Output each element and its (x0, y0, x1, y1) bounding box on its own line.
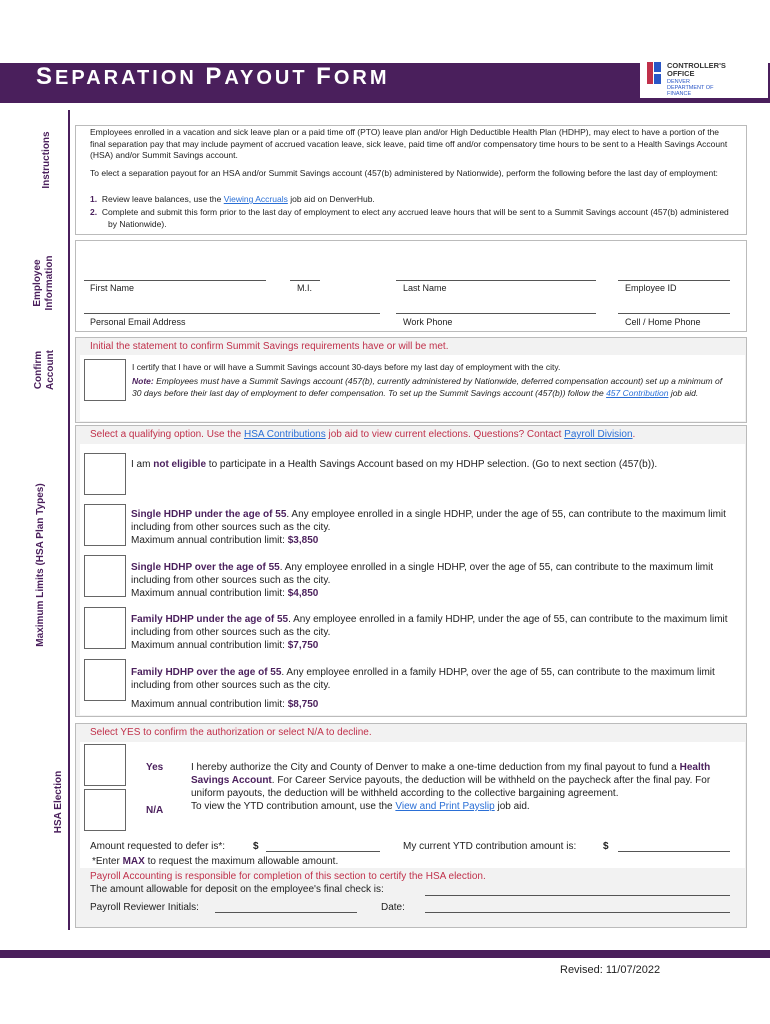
family-over-55-limit: Maximum annual contribution limit: $8,750 (131, 699, 319, 710)
authorization-text: I hereby authorize the City and County of Denver to make a one-time deduction from my final payout to fund a Health Savings Account. For Career Service payouts, the deduction will be withheld on the paycheck after the final pay. For uniform payouts, the deduction will be withheld according to the collective bargaining agreement. To view the YTD contribution amount, use the View and Print Payslip job aid. (191, 762, 711, 812)
election-instruction: Select YES to confirm the authorization or select N/A to decline. (90, 727, 372, 738)
enter-max-note: *Enter MAX to request the maximum allowable amount. (92, 856, 339, 867)
family-over-55-text: Family HDHP over the age of 55. Any employee enrolled in a family HDHP, over the age of 55, can contribute to the maximum limit including from other sources such as the city. (131, 667, 715, 691)
not-eligible-checkbox[interactable] (84, 453, 126, 495)
revised-date: Revised: 11/07/2022 (560, 964, 661, 976)
ytd-dollar-sign: $ (603, 841, 609, 852)
hsa-contributions-link[interactable]: HSA Contributions (243, 429, 326, 440)
section-label-confirm-account: Confirm Account (33, 350, 56, 390)
payroll-note: Payroll Accounting is responsible for completion of this section to certify the HSA election. (90, 871, 486, 882)
cell-phone-label: Cell / Home Phone (625, 317, 701, 327)
single-over-55-text: Single HDHP over the age of 55. Any employee enrolled in a single HDHP, over the age of 55, can contribute to the maximum limit including from other sources such as the city. Maximum annual contribution limit: $4,850 (131, 562, 714, 599)
na-label: N/A (146, 805, 164, 816)
mi-label: M.I. (297, 283, 312, 293)
payroll-division-link[interactable]: Payroll Division (564, 429, 633, 440)
form-title: SEPARATION PAYOUT FORM (36, 63, 390, 90)
section-label-employee-info: Employee Information (32, 255, 55, 311)
section-label-hsa-election: HSA Election (53, 770, 64, 834)
confirm-note: Note: Employees must have a Summit Savings account (457(b), currently administered by Nationwide, deferred compensation account) set up a minimum of 30 days before their last day of employment to defer compensation. To set up the Summit Savings account (457(b)) follow the 457 Contribution job aid. (132, 376, 723, 398)
amount-requested-label: Amount requested to defer is*: (90, 841, 226, 852)
mi-line[interactable] (290, 280, 320, 281)
employee-id-line[interactable] (618, 280, 730, 281)
view-print-payslip-link[interactable]: View and Print Payslip (395, 801, 495, 812)
date-label: Date: (381, 902, 405, 913)
instructions-para1: Employees enrolled in a vacation and sick leave plan or a paid time off (PTO) leave plan and/or High Deductible Health Plan (HDHP), may elect to have a portion of the final separation pay that may include payment of accrued vacation leave, sick leave, paid time off and/or compensatory time hours to be sent to a Health Savings Account (HSA) and/or Summit Savings account. (90, 127, 728, 160)
instructions-step2: 2. Complete and submit this form prior to the last day of employment to elect any accrued leave hours that will be sent to a Summit Savings account (457(b) administered by Nationwide). (90, 207, 729, 229)
first-name-label: First Name (90, 283, 135, 293)
confirm-certify-text: I certify that I have or will have a Summit Savings account 30-days before my last day of employment with the city. (132, 362, 561, 372)
work-phone-label: Work Phone (403, 317, 453, 327)
family-under-55-text: Family HDHP under the age of 55. Any employee enrolled in a family HDHP, under the age of 55, can contribute to the maximum limit including from other sources such as the city. Maximum annual contribution limit: $7,750 (131, 614, 728, 651)
footer-bar (0, 950, 770, 958)
amount-dollar-sign: $ (253, 841, 259, 852)
limits-instruction: Select a qualifying option. Use the HSA Contributions job aid to view current elections. Questions? Contact Payroll Division. (90, 429, 636, 440)
family-over-55-checkbox[interactable] (84, 659, 126, 701)
first-name-line[interactable] (84, 280, 266, 281)
email-label: Personal Email Address (90, 317, 186, 327)
yes-checkbox[interactable] (84, 744, 126, 786)
allowable-label: The amount allowable for deposit on the employee's final check is: (90, 884, 384, 895)
date-line[interactable] (425, 912, 730, 913)
amount-requested-line[interactable] (266, 851, 380, 852)
instructions-para2: To elect a separation payout for an HSA and/or Summit Savings account (457(b) administered by Nationwide), perform the following before the last day of employment: (90, 168, 718, 178)
family-under-55-checkbox[interactable] (84, 607, 126, 649)
reviewer-line[interactable] (215, 912, 357, 913)
reviewer-label: Payroll Reviewer Initials: (90, 902, 199, 913)
work-phone-line[interactable] (396, 313, 596, 314)
last-name-line[interactable] (396, 280, 596, 281)
allowable-line[interactable] (425, 895, 730, 896)
employee-id-label: Employee ID (625, 283, 677, 293)
single-over-55-checkbox[interactable] (84, 555, 126, 597)
ytd-amount-line[interactable] (618, 851, 730, 852)
na-checkbox[interactable] (84, 789, 126, 831)
yes-label: Yes (146, 762, 164, 773)
not-eligible-text: I am not eligible to participate in a Health Savings Account based on my HDHP selection. (Go to next section (457(b)). (131, 459, 658, 470)
cell-phone-line[interactable] (618, 313, 730, 314)
email-line[interactable] (84, 313, 380, 314)
instructions-step1: 1. Review leave balances, use the Viewing Accruals job aid on DenverHub. (90, 194, 375, 204)
457-contribution-link[interactable]: 457 Contribution (606, 387, 669, 398)
single-under-55-checkbox[interactable] (84, 504, 126, 546)
logo-subtitle: DENVER DEPARTMENT OF FINANCE (667, 79, 714, 97)
confirm-initial-box[interactable] (84, 359, 126, 401)
confirm-instruction: Initial the statement to confirm Summit Savings requirements have or will be met. (90, 341, 449, 352)
left-rule (68, 110, 70, 930)
single-under-55-text: Single HDHP under the age of 55. Any employee enrolled in a single HDHP, under the age of 55, can contribute to the maximum limit including from other sources such as the city. Maximum annual contribution limit: $3,850 (131, 509, 726, 546)
denver-logo-icon (647, 62, 661, 84)
last-name-label: Last Name (403, 283, 447, 293)
section-label-maximum-limits: Maximum Limits (HSA Plan Types) (35, 483, 46, 647)
section-label-instructions: Instructions (41, 131, 52, 189)
viewing-accruals-link[interactable]: Viewing Accruals (223, 194, 288, 204)
logo-title: CONTROLLER'S OFFICE (667, 61, 726, 78)
ytd-amount-label: My current YTD contribution amount is: (403, 841, 577, 852)
